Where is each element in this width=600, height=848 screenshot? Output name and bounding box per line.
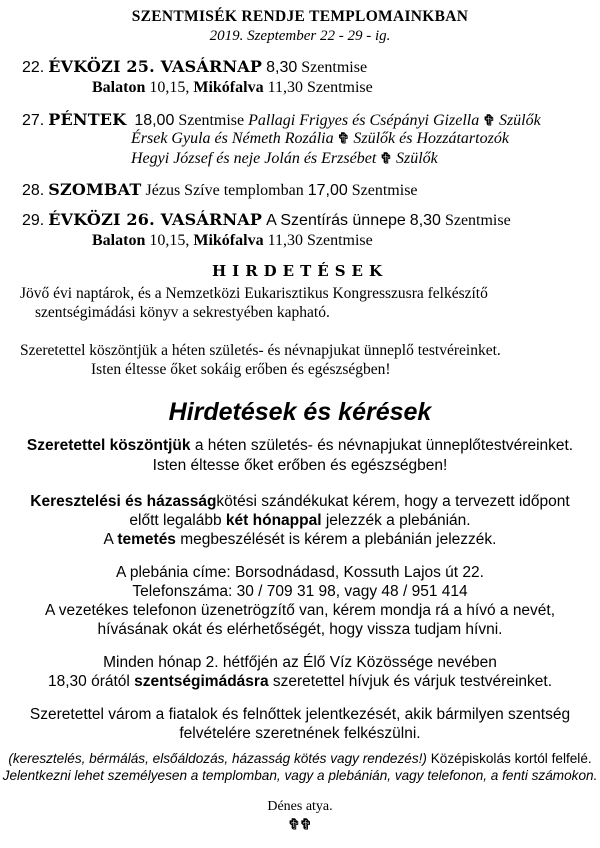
branch-time: 11,30 <box>267 232 303 249</box>
intention-names: Érsek Gyula és Németh Rozália <box>131 130 334 147</box>
mass-label: Szentmise <box>444 212 511 229</box>
feast-name: A Szentírás ünnepe <box>266 212 406 229</box>
schedule-row-28 <box>22 180 418 200</box>
note-line <box>0 750 600 768</box>
adoration-line: Minden hónap 2. hétfőjén az Élő Víz Közössége nevében <box>103 654 497 671</box>
contact-line: hívásának okát és elérhetőségét, hogy vissza tudjam hívni. <box>97 621 503 638</box>
contact-line: A vezetékes telefonon üzenetrögzítő van, kérem mondja rá a hívó a nevét, <box>44 602 556 619</box>
greeting-bold: Szeretettel köszöntjük <box>26 437 191 454</box>
baptism-line <box>0 511 600 530</box>
mass-label: Szentmise <box>351 182 418 199</box>
note-line: Jelentkezni lehet személyesen a templomban, vagy a plebánián, vagy telefonon, a fenti számokon. <box>2 768 598 783</box>
cross-icon: ✞ <box>288 817 300 833</box>
branch-time: 11,30 <box>267 79 303 96</box>
contact-address: A plebánia címe: Borsodnádasd, Kossuth Lajos út 22. <box>116 564 484 581</box>
day-name: ÉVKÖZI 25. VASÁRNAP <box>48 57 263 76</box>
intention-names: Hegyi József és neje Jolán és Erzsébet <box>131 150 377 167</box>
greeting-line <box>0 436 600 455</box>
baptism-text: kötési szándékukat kérem, hogy a tervezett időpont <box>216 493 570 510</box>
schedule-row-29 <box>22 210 511 230</box>
requests-heading: Hirdetések és kérések <box>168 398 432 426</box>
adoration-bold: szentségimádásra <box>134 673 269 690</box>
branch-time: 10,15, <box>149 79 190 96</box>
day-number: 22. <box>22 59 45 76</box>
mass-time: 18,00 <box>134 112 175 129</box>
announcements-heading: HIRDETÉSEK <box>212 262 388 280</box>
day-number: 29. <box>22 212 45 229</box>
cross-icon: ✞ <box>300 817 312 833</box>
funeral-bold: temetés <box>117 531 176 548</box>
branch-time: 10,15, <box>149 232 190 249</box>
branch-place: Mikófalva <box>193 232 264 249</box>
schedule-row-22-branches <box>92 79 373 97</box>
document-title: SZENTMISÉK RENDJE TEMPLOMAINKBAN <box>131 8 469 25</box>
branch-place: Mikófalva <box>193 79 264 96</box>
sacrament-line: Szeretettel várom a fiatalok és felnőttek jelentkezését, akik bármilyen szentség <box>29 706 571 723</box>
intention-names: Pallagi Frigyes és Csépányi Gizella <box>248 112 480 129</box>
mass-label: Szentmise <box>301 59 368 76</box>
signature-crosses <box>0 816 600 834</box>
greeting-line: Isten éltesse őket erőben és egészségben! <box>152 457 448 474</box>
announcement-line: szentségimádási könyv a sekrestyében kapható. <box>35 304 330 321</box>
mass-time: 8,30 <box>409 212 441 229</box>
baptism-text: jelezzék a plebánián. <box>321 512 471 529</box>
date-range: 2019. Szeptember 22 - 29 - ig. <box>209 28 391 44</box>
baptism-line <box>0 492 600 511</box>
baptism-bold: két hónappal <box>225 512 322 529</box>
day-number: 27. <box>22 112 45 129</box>
contact-phone: Telefonszáma: 30 / 709 31 98, vagy 48 / 951 414 <box>132 583 468 600</box>
cross-icon: ✞ <box>483 113 495 129</box>
baptism-text: előtt legalább <box>129 512 226 529</box>
cross-icon: ✞ <box>337 131 350 147</box>
note-italic: (keresztelés, bérmálás, elsőáldozás, házasság kötés vagy rendezés!) <box>8 751 427 766</box>
baptism-bold: Keresztelési és házasság <box>30 493 217 510</box>
adoration-text: szeretettel hívjuk és várjuk testvéreinket. <box>268 673 553 690</box>
note-text: Középiskolás kortól felfelé. <box>426 751 592 766</box>
funeral-line <box>0 530 600 549</box>
day-name: SZOMBAT <box>48 180 142 199</box>
mass-label: Szentmise <box>178 112 245 129</box>
announcement-line: Isten éltesse őket sokáig erőben és egészségben! <box>91 361 391 378</box>
schedule-row-29-branches <box>92 232 373 250</box>
branch-place: Balaton <box>92 79 146 96</box>
day-name: PÉNTEK <box>48 110 127 129</box>
announcement-line: Szeretettel köszöntjük a héten születés- és névnapjukat ünneplő testvéreinket. <box>20 342 501 359</box>
sacrament-line: felvételére szeretnének felkészülni. <box>179 725 421 742</box>
signature-name: Dénes atya. <box>267 799 333 814</box>
branch-place: Balaton <box>92 232 146 249</box>
intention-row <box>131 130 509 148</box>
announcement-line: Jövő évi naptárok, és a Nemzetközi Eukarisztikus Kongresszusra felkészítő <box>20 285 488 302</box>
intention-after: Szülők <box>498 112 541 129</box>
adoration-text: 18,30 órától <box>47 673 135 690</box>
cross-icon: ✞ <box>380 151 392 167</box>
mass-time: 17,00 <box>307 182 348 199</box>
schedule-row-27 <box>22 110 541 130</box>
day-name: ÉVKÖZI 26. VASÁRNAP <box>48 210 263 229</box>
funeral-text: A <box>103 531 118 548</box>
funeral-text: megbeszélését is kérem a plebánián jelezzék. <box>175 531 497 548</box>
day-number: 28. <box>22 182 45 199</box>
schedule-row-22 <box>22 57 367 77</box>
mass-time: 8,30 <box>266 59 298 76</box>
mass-label: Szentmise <box>306 232 373 249</box>
greeting-text: a héten születés- és névnapjukat ünneplőtestvéreinket. <box>190 437 574 454</box>
intention-row <box>131 150 438 168</box>
mass-place: Jézus Szíve templomban <box>145 182 304 199</box>
mass-label: Szentmise <box>306 79 373 96</box>
intention-after: Szülők <box>396 150 438 167</box>
adoration-line <box>0 672 600 691</box>
intention-after: Szülők és Hozzátartozók <box>353 130 509 147</box>
